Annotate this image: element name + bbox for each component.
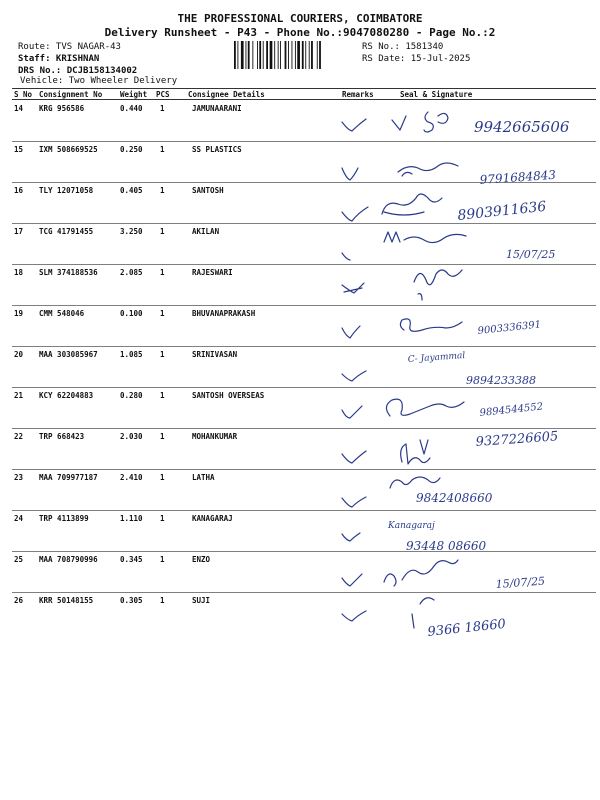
row-consignee: SRINIVASAN: [192, 350, 238, 359]
row-consignee: SS PLASTICS: [192, 145, 242, 154]
barcode: [232, 40, 356, 70]
table-row: [12, 510, 596, 551]
row-consignee: ENZO: [192, 555, 211, 564]
row-sno: 15: [14, 145, 24, 154]
row-sno: 23: [14, 473, 24, 482]
row-consignee: KANAGARAJ: [192, 514, 233, 523]
handwritten-phone: 9791684843: [479, 167, 557, 187]
row-consignee: SANTOSH OVERSEAS: [192, 391, 265, 400]
rs-number: RS No.: 1581340: [362, 42, 444, 52]
table-row: [12, 428, 596, 469]
staff-label: Staff: KRISHNAN: [18, 54, 100, 64]
row-consignment-no: TRP 4113899: [39, 514, 89, 523]
row-pcs: 1: [160, 432, 165, 441]
barcode-bar: [305, 41, 306, 69]
row-pcs: 1: [160, 596, 165, 605]
row-sno: 16: [14, 186, 24, 195]
handwritten-name: C- Jayammal: [407, 351, 466, 365]
row-sno: 22: [14, 432, 24, 441]
row-consignee: SUJI: [192, 596, 211, 605]
handwritten-date: 15/07/25: [495, 574, 546, 591]
row-weight: 2.030: [120, 432, 143, 441]
table-row: [12, 469, 596, 510]
row-pcs: 1: [160, 391, 165, 400]
barcode-bar: [297, 41, 300, 69]
row-weight: 0.250: [120, 145, 143, 154]
handwritten-phone: 9842408660: [416, 491, 493, 505]
row-consignee: SANTOSH: [192, 186, 224, 195]
row-pcs: 1: [160, 350, 165, 359]
barcode-bar: [292, 41, 293, 69]
handwritten-phone: 8903911636: [456, 198, 548, 224]
barcode-bar: [309, 41, 310, 69]
barcode-bar: [270, 41, 273, 69]
row-pcs: 1: [160, 268, 165, 277]
row-pcs: 1: [160, 227, 165, 236]
table-row: [12, 100, 596, 141]
barcode-bar: [278, 41, 279, 69]
row-consignee: RAJESWARI: [192, 268, 233, 277]
row-consignment-no: KCY 62204883: [39, 391, 94, 400]
header-sno: S No: [14, 90, 33, 99]
row-weight: 0.440: [120, 104, 143, 113]
row-consignee: MOHANKUMAR: [192, 432, 238, 441]
row-pcs: 1: [160, 186, 165, 195]
row-sno: 17: [14, 227, 24, 236]
runsheet-subtitle: Delivery Runsheet - P43 - Phone No.:9047080280 - Page No.:2: [104, 26, 496, 39]
barcode-bar: [237, 41, 238, 69]
table-row: [12, 305, 596, 346]
table-row: [12, 592, 596, 633]
handwritten-phone: 9894233388: [466, 374, 536, 387]
handwritten-phone: 9366 18660: [426, 616, 507, 640]
handwritten-name: Kanagaraj: [388, 521, 435, 531]
barcode-bar: [263, 41, 264, 69]
table-row: [12, 387, 596, 428]
header-consignee: Consignee Details: [188, 90, 265, 99]
row-consignment-no: MAA 303085967: [39, 350, 98, 359]
barcode-bar: [257, 41, 258, 69]
barcode-bar: [274, 41, 275, 69]
row-consignment-no: CMM 548046: [39, 309, 85, 318]
row-weight: 0.405: [120, 186, 143, 195]
row-sno: 18: [14, 268, 24, 277]
barcode-bar: [252, 41, 253, 69]
barcode-bar: [266, 41, 268, 69]
row-weight: 0.305: [120, 596, 143, 605]
table-row: [12, 223, 596, 264]
row-weight: 0.280: [120, 391, 143, 400]
barcode-bar: [317, 41, 318, 69]
header-weight: Weight: [120, 90, 148, 99]
barcode-bar: [288, 41, 289, 69]
handwritten-phone: 93448 08660: [406, 539, 487, 553]
row-pcs: 1: [160, 473, 165, 482]
row-weight: 0.345: [120, 555, 143, 564]
row-sno: 19: [14, 309, 24, 318]
handwritten-phone: 9942665606: [474, 118, 570, 136]
row-consignee: JAMUNAARANI: [192, 104, 242, 113]
row-weight: 0.100: [120, 309, 143, 318]
barcode-bar: [246, 41, 247, 69]
handwritten-date: 15/07/25: [506, 248, 556, 261]
row-sno: 20: [14, 350, 24, 359]
row-consignment-no: TRP 668423: [39, 432, 85, 441]
row-weight: 1.110: [120, 514, 143, 523]
row-weight: 1.085: [120, 350, 143, 359]
row-consignment-no: SLM 374188536: [39, 268, 98, 277]
barcode-bar: [241, 41, 244, 69]
drs-label: DRS No.: DCJB158134002: [18, 66, 138, 76]
row-consignment-no: TLY 12071058: [39, 186, 94, 195]
row-sno: 24: [14, 514, 24, 523]
barcode-bar: [248, 41, 250, 69]
header-seal-signature: Seal & Signature: [400, 90, 473, 99]
vehicle-label: Vehicle: Two Wheeler Delivery: [20, 76, 178, 86]
barcode-bar: [285, 41, 287, 69]
row-weight: 3.250: [120, 227, 143, 236]
row-consignment-no: IXM 508669525: [39, 145, 98, 154]
barcode-bar: [311, 41, 313, 69]
table-row: [12, 551, 596, 592]
barcode-bar: [259, 41, 261, 69]
row-weight: 2.085: [120, 268, 143, 277]
barcode-bar: [319, 41, 321, 69]
row-consignment-no: KRR 50148155: [39, 596, 94, 605]
row-consignment-no: TCG 41791455: [39, 227, 94, 236]
route-label: Route: TVS NAGAR-43: [18, 42, 121, 52]
handwritten-phone: 9003336391: [477, 319, 542, 337]
barcode-bar: [280, 41, 281, 69]
row-sno: 25: [14, 555, 24, 564]
row-consignment-no: KRG 956586: [39, 104, 85, 113]
barcode-bar: [234, 41, 236, 69]
row-pcs: 1: [160, 145, 165, 154]
row-consignee: LATHA: [192, 473, 215, 482]
row-weight: 2.410: [120, 473, 143, 482]
row-consignment-no: MAA 709977187: [39, 473, 98, 482]
row-sno: 14: [14, 104, 24, 113]
handwritten-phone: 9894544552: [479, 401, 544, 419]
row-consignee: BHUVANAPRAKASH: [192, 309, 256, 318]
barcode-bar: [302, 41, 304, 69]
header-remarks: Remarks: [342, 90, 374, 99]
handwritten-phone: 9327226605: [475, 429, 559, 450]
table-row: [12, 182, 596, 223]
row-sno: 21: [14, 391, 24, 400]
table-row: [12, 141, 596, 182]
barcode-bar: [295, 41, 296, 69]
company-title: THE PROFESSIONAL COURIERS, COIMBATORE: [177, 12, 423, 25]
header-consignment: Consignment No: [39, 90, 103, 99]
row-sno: 26: [14, 596, 24, 605]
table-row: [12, 346, 596, 387]
header-pcs: PCS: [156, 90, 170, 99]
row-pcs: 1: [160, 309, 165, 318]
rs-date: RS Date: 15-Jul-2025: [362, 54, 471, 64]
row-consignee: AKILAN: [192, 227, 220, 236]
row-pcs: 1: [160, 555, 165, 564]
table-row: [12, 264, 596, 305]
row-pcs: 1: [160, 104, 165, 113]
row-consignment-no: MAA 708790996: [39, 555, 98, 564]
row-pcs: 1: [160, 514, 165, 523]
